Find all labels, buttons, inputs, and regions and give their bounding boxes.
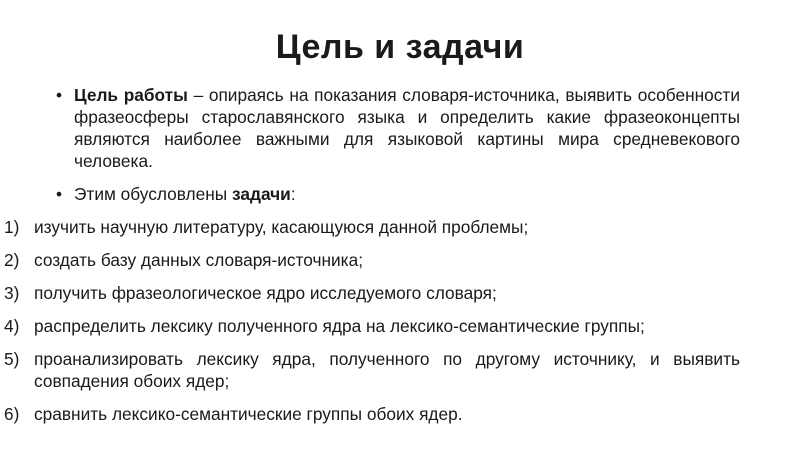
task-item-2 xyxy=(4,249,740,271)
slide-title: Цель и задачи xyxy=(275,28,525,66)
tasks-keyword: задачи xyxy=(232,184,291,204)
task-text: изучить научную литературу, касающуюся данной проблемы; xyxy=(34,217,529,237)
goal-paragraph xyxy=(50,84,740,172)
task-number: 1) xyxy=(4,217,20,237)
goal-label: Цель работы xyxy=(74,85,188,105)
task-text: получить фразеологическое ядро исследуемого словаря; xyxy=(34,283,497,303)
task-text: создать базу данных словаря-источника; xyxy=(34,250,364,270)
bullet-icon: • xyxy=(56,184,63,204)
task-number: 2) xyxy=(4,250,20,270)
task-item-6 xyxy=(4,403,740,425)
task-item-5 xyxy=(4,348,740,392)
goal-text: – опираясь на показания словаря-источника, выявить особенности фразеосферы старославянского языка и определить какие фразеоконцепты являются наиболее важными для языковой картины мира средневекового человека. xyxy=(74,85,740,171)
task-number: 4) xyxy=(4,316,20,336)
tasks-intro-prefix: Этим обусловлены xyxy=(74,184,233,204)
task-text: сравнить лексико-семантические группы обоих ядер. xyxy=(34,404,463,424)
slide-content xyxy=(4,84,740,425)
task-text: проанализировать лексику ядра, полученного по другому источнику, и выявить совпадения обоих ядер; xyxy=(34,349,740,391)
task-item-4 xyxy=(4,315,740,337)
bullet-icon: • xyxy=(56,85,63,105)
task-item-1 xyxy=(4,216,740,238)
task-number: 5) xyxy=(4,349,20,369)
tasks-intro-suffix: : xyxy=(290,184,296,204)
task-number: 3) xyxy=(4,283,20,303)
task-item-3 xyxy=(4,282,740,304)
tasks-intro xyxy=(50,183,740,205)
task-number: 6) xyxy=(4,404,20,424)
task-text: распределить лексику полученного ядра на лексико-семантические группы; xyxy=(34,316,645,336)
